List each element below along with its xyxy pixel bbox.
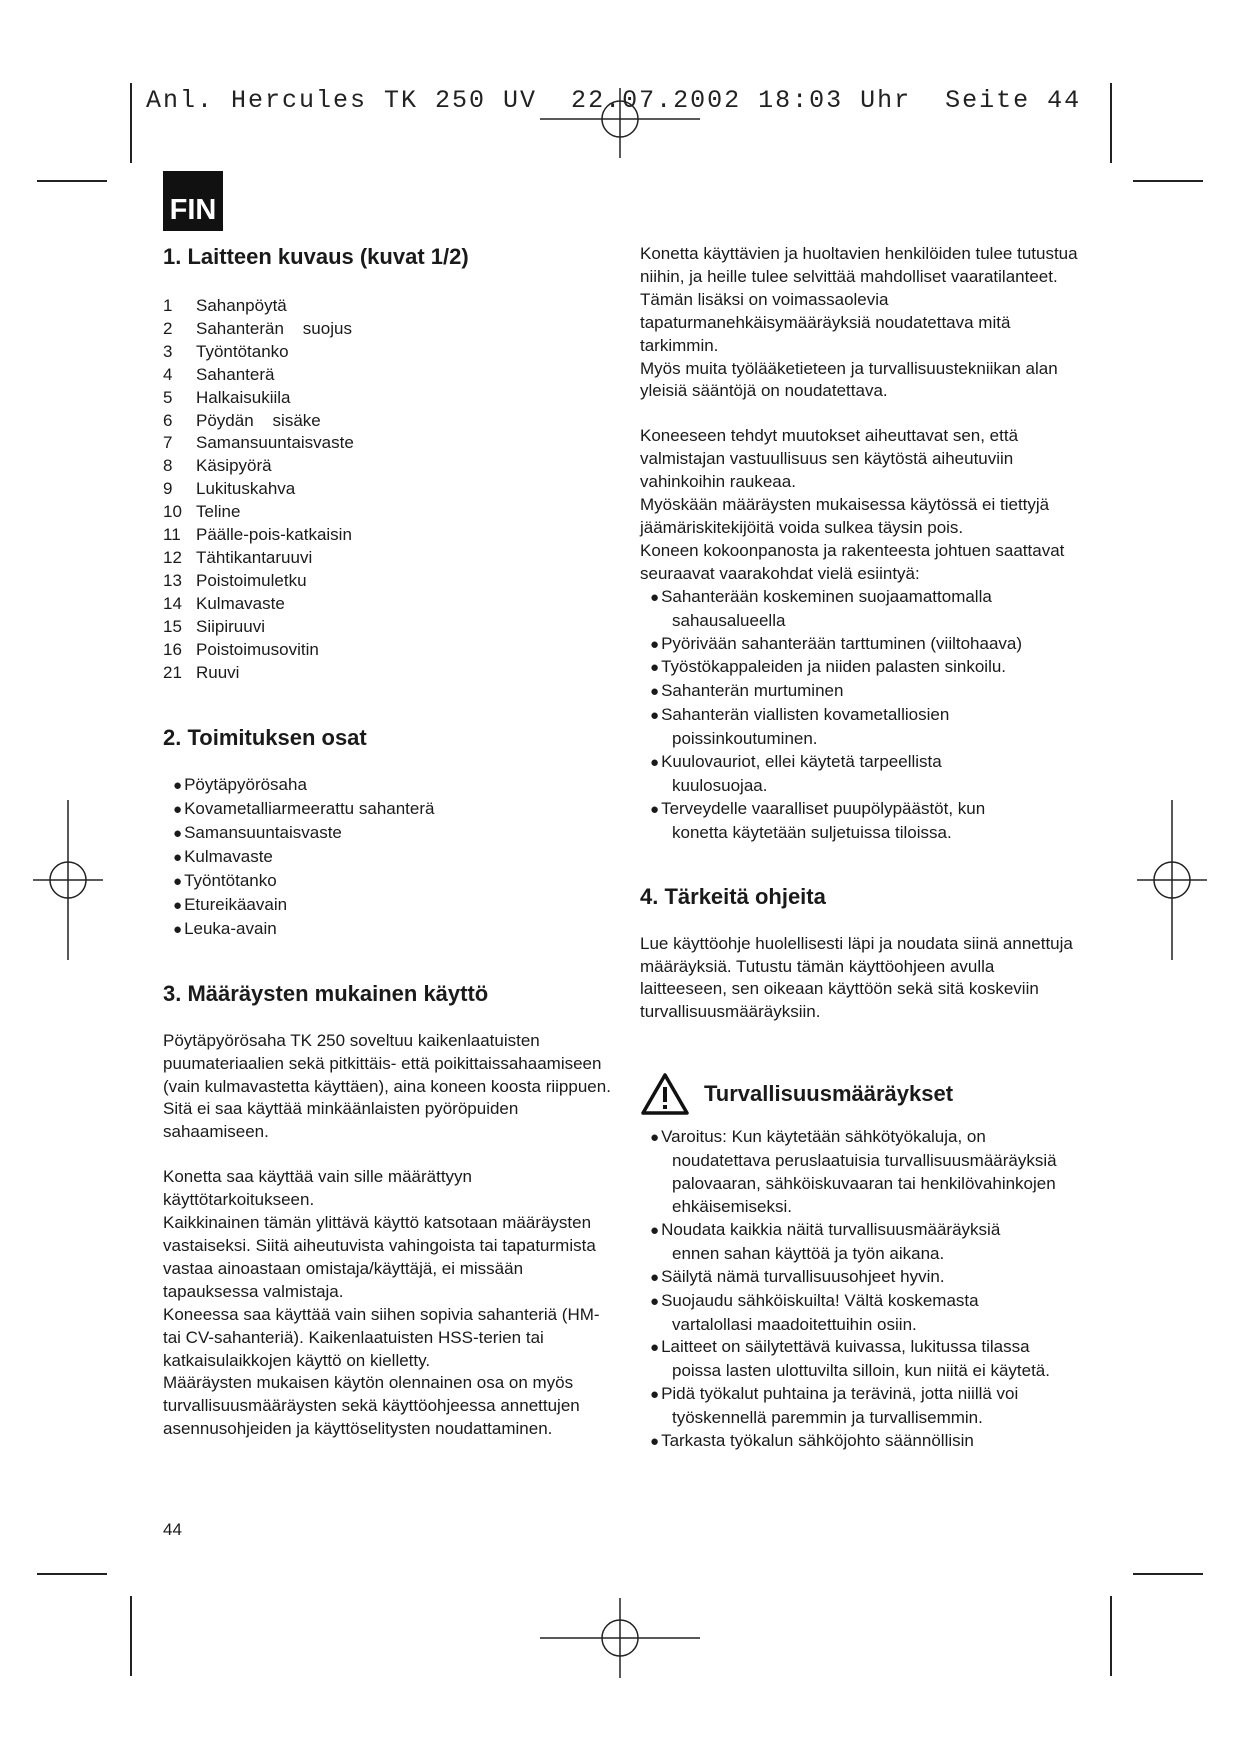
page-number: 44: [163, 1520, 182, 1539]
parts-list-item: [163, 364, 613, 387]
parts-list-item: [163, 639, 613, 662]
part-label: Käsipyörä: [196, 456, 272, 476]
hazard-item-continuation: sahausalueella: [672, 610, 786, 630]
crop-mark: [1133, 180, 1203, 182]
safety-item-text: Pidä työkalut puhtaina ja terävinä, jotta niillä voi: [661, 1384, 1019, 1404]
parts-list-item: [163, 295, 613, 318]
parts-list-item: [163, 662, 613, 685]
hazard-item-continuation: kuulosuojaa.: [672, 775, 768, 795]
safety-item-text: Tarkasta työkalun sähköjohto säännöllisin: [661, 1431, 974, 1451]
section3-paragraph: Konetta saa käyttää vain sille määrättyyn käyttötarkoitukseen.: [163, 1167, 472, 1210]
parts-list-item: [163, 341, 613, 364]
part-label: Lukituskahva: [196, 479, 296, 499]
right-column: [640, 243, 1080, 1454]
part-number: 4: [163, 364, 173, 384]
section4-paragraph: Lue käyttöohje huolellisesti läpi ja noudata siinä annettuja määräyksiä. Tutustu tämän käyttöohjeen avulla laitteeseen, sen oikeaan käyttöön sekä sitä koskeviin turvallisuusmääräyksiin.: [640, 933, 1073, 1022]
parts-list: [163, 295, 613, 684]
safety-title: Turvallisuusmääräykset: [704, 1081, 954, 1107]
part-number: 9: [163, 479, 173, 499]
hazard-item-continuation: poissinkoutuminen.: [672, 729, 818, 749]
part-label: Sahanterän suojus: [196, 318, 352, 338]
hazard-item: [640, 656, 1080, 680]
parts-list-item: [163, 318, 613, 341]
safety-item-continuation: työskennellä paremmin ja turvallisemmin.: [672, 1408, 983, 1428]
hazard-item: [640, 680, 1080, 704]
delivery-item: ● Kulmavaste: [163, 846, 613, 870]
part-number: 12: [163, 547, 182, 567]
section3-paragraph: Määräysten mukaisen käytön olennainen osa on myös turvallisuusmääräysten sekä käyttöohjeessa annettujen asennusohjeiden ja käyttöselitysten noudattaminen.: [163, 1373, 580, 1439]
hazard-item-text: Työstökappaleiden ja niiden palasten sinkoilu.: [661, 657, 1007, 677]
language-badge: FIN: [163, 171, 223, 231]
part-number: 10: [163, 502, 182, 522]
part-label: Samansuuntaisvaste: [196, 433, 354, 453]
safety-item-text: Suojaudu sähköiskuilta! Vältä koskemasta: [661, 1290, 979, 1310]
delivery-item: ● Työntötanko: [163, 870, 613, 894]
part-label: Teline: [196, 502, 241, 522]
part-number: 3: [163, 341, 173, 361]
warning-triangle-icon: [640, 1072, 690, 1116]
parts-list-item: [163, 547, 613, 570]
part-number: 15: [163, 616, 182, 636]
safety-item-continuation: ennen sahan käyttöä ja työn aikana.: [672, 1243, 945, 1263]
part-label: Sahanpöytä: [196, 296, 287, 315]
safety-item: [640, 1266, 1080, 1290]
delivery-list: [163, 774, 613, 941]
crop-mark: [37, 180, 107, 182]
part-label: Poistoimuletku: [196, 570, 307, 590]
delivery-item: ● Leuka-avain: [163, 918, 613, 942]
hazard-item-continuation: konetta käytetään suljetuissa tiloissa.: [672, 822, 952, 842]
crop-mark: [130, 1596, 132, 1676]
part-label: Ruuvi: [196, 662, 240, 682]
right-paragraph: Myöskään määräysten mukaisessa käytössä ei tiettyjä jäämäriskitekijöitä voida sulkea täysin pois.: [640, 495, 1050, 537]
safety-heading: [640, 1072, 1080, 1116]
parts-list-item: [163, 570, 613, 593]
safety-item-text: Noudata kaikkia näitä turvallisuusmääräyksiä: [661, 1219, 1001, 1239]
hazard-item-text: Terveydelle vaaralliset puupölypäästöt, kun: [661, 798, 986, 818]
right-paragraph: Koneen kokoonpanosta ja rakenteesta johtuen saattavat seuraavat vaarakohdat vielä esiintyä:: [640, 540, 1065, 583]
part-label: Kulmavaste: [196, 593, 285, 613]
parts-list-item: [163, 387, 613, 410]
section4-title: 4. Tärkeitä ohjeita: [640, 883, 826, 909]
hazard-item: [640, 586, 1080, 633]
part-label: Poistoimusovitin: [196, 639, 319, 659]
hazard-list: [640, 586, 1080, 845]
safety-list: [640, 1126, 1080, 1454]
part-label: Pöydän sisäke: [196, 410, 321, 430]
part-number: 21: [163, 662, 182, 682]
hazard-item: [640, 704, 1080, 751]
crop-mark: [1133, 1573, 1203, 1575]
parts-list-item: [163, 501, 613, 524]
right-paragraph: Konetta käyttävien ja huoltavien henkilöiden tulee tutustua niihin, ja heille tulee selvittää mahdolliset vaaratilanteet.: [640, 244, 1078, 286]
safety-item: [640, 1430, 1080, 1454]
part-label: Tähtikantaruuvi: [196, 547, 313, 567]
crop-mark: [1110, 1596, 1112, 1676]
part-label: Siipiruuvi: [196, 616, 265, 636]
parts-list-item: [163, 524, 613, 547]
crop-mark: [1110, 83, 1112, 163]
section3-paragraph: Pöytäpyörösaha TK 250 soveltuu kaikenlaatuisten puumateriaalien sekä pitkittäis- että poikittaissahaamiseen (vain kulmavastetta käyttäen), aina koneen koosta riippuen. Sitä ei saa käyttää minkäänlaisten pyöröpuiden sahaamiseen.: [163, 1030, 611, 1142]
hazard-item-text: Sahanterän viallisten kovametalliosien: [661, 705, 950, 725]
section1-title: 1. Laitteen kuvaus (kuvat 1/2): [163, 244, 469, 269]
delivery-item: ● Pöytäpyörösaha: [163, 774, 613, 798]
part-number: 11: [163, 525, 181, 545]
parts-list-item: [163, 616, 613, 639]
safety-item-continuation: poissa lasten ulottuvilta silloin, kun niitä ei käytetä.: [672, 1361, 1050, 1381]
parts-list-item: [163, 455, 613, 478]
safety-item-continuation: noudatettava peruslaatuisia turvallisuusmääräyksiä palovaaran, sähköiskuvaaran tai henkilövahinkojen ehkäisemiseksi.: [672, 1151, 1057, 1216]
part-number: 7: [163, 433, 173, 453]
hazard-item-text: Pyörivään sahanterään tarttuminen (viiltohaava): [661, 633, 1023, 653]
part-number: 13: [163, 570, 182, 590]
part-number: 6: [163, 410, 173, 430]
safety-item: [640, 1290, 1080, 1337]
delivery-item: ● Etureikäavain: [163, 894, 613, 918]
print-header: Anl. Hercules TK 250 UV 22.07.2002 18:03 Uhr Seite 44: [146, 86, 1082, 115]
hazard-item-text: Kuulovauriot, ellei käytetä tarpeellista: [661, 752, 942, 772]
section3-paragraph: Kaikkinainen tämän ylittävä käyttö katsotaan määräysten vastaiseksi. Siitä aiheutuvista vahingoista tai tapaturmista vastaa ainoastaan omistaja/käyttäjä, ei missään tapauksessa valmistaja.: [163, 1213, 596, 1301]
safety-item: [640, 1219, 1080, 1266]
safety-item-continuation: vartalollasi maadoitettuihin osiin.: [672, 1314, 917, 1334]
registration-mark-bottom: [540, 1598, 700, 1678]
hazard-item: [640, 751, 1080, 798]
part-number: 8: [163, 456, 173, 476]
part-number: 16: [163, 639, 182, 659]
part-number: 5: [163, 387, 173, 407]
section2-title: 2. Toimituksen osat: [163, 725, 367, 751]
part-number: 14: [163, 593, 182, 613]
part-number: 1: [163, 296, 173, 315]
right-paragraph: Koneeseen tehdyt muutokset aiheuttavat sen, että valmistajan vastuullisuus sen käytöstä aiheutuviin vahinkoihin raukeaa.: [640, 426, 1019, 492]
part-label: Työntötanko: [196, 341, 289, 361]
safety-item-text: Laitteet on säilytettävä kuivassa, lukitussa tilassa: [661, 1337, 1030, 1357]
safety-item-text: Säilytä nämä turvallisuusohjeet hyvin.: [661, 1266, 945, 1286]
hazard-item-text: Sahanterään koskeminen suojaamattomalla: [661, 586, 992, 606]
parts-list-item: [163, 593, 613, 616]
registration-mark-left: [33, 800, 103, 960]
hazard-item: [640, 633, 1080, 657]
part-label: Sahanterä: [196, 364, 275, 384]
hazard-item-text: Sahanterän murtuminen: [661, 681, 844, 701]
section3-paragraph: Koneessa saa käyttää vain siihen sopivia sahanteriä (HM- tai CV-sahanteriä). Kaikenlaatuisten HSS-terien tai katkaisulaikkojen käyttö on kielletty.: [163, 1304, 600, 1370]
parts-list-item: [163, 432, 613, 455]
crop-mark: [37, 1573, 107, 1575]
registration-mark-right: [1137, 800, 1207, 960]
delivery-item: ● Samansuuntaisvaste: [163, 822, 613, 846]
section3-title: 3. Määräysten mukainen käyttö: [163, 980, 489, 1006]
left-column: [163, 243, 613, 1441]
part-label: Halkaisukiila: [196, 387, 291, 407]
parts-list-item: [163, 410, 613, 433]
delivery-item: ● Kovametalliarmeerattu sahanterä: [163, 798, 613, 822]
safety-item: [640, 1126, 1080, 1219]
part-label: Päälle-pois-katkaisin: [196, 525, 352, 545]
safety-item-text: Varoitus: Kun käytetään sähkötyökaluja, on: [661, 1127, 986, 1147]
part-number: 2: [163, 318, 173, 338]
hazard-item: [640, 798, 1080, 845]
safety-item: [640, 1336, 1080, 1383]
right-paragraph: Myös muita työlääketieteen ja turvallisuustekniikan alan yleisiä sääntöjä on noudatettava.: [640, 358, 1058, 401]
safety-item: [640, 1383, 1080, 1430]
crop-mark: [130, 83, 132, 163]
right-paragraph: Tämän lisäksi on voimassaolevia tapaturmanehkäisymääräyksiä noudatettava mitä tarkimmin.: [640, 289, 1011, 355]
parts-list-item: [163, 478, 613, 501]
